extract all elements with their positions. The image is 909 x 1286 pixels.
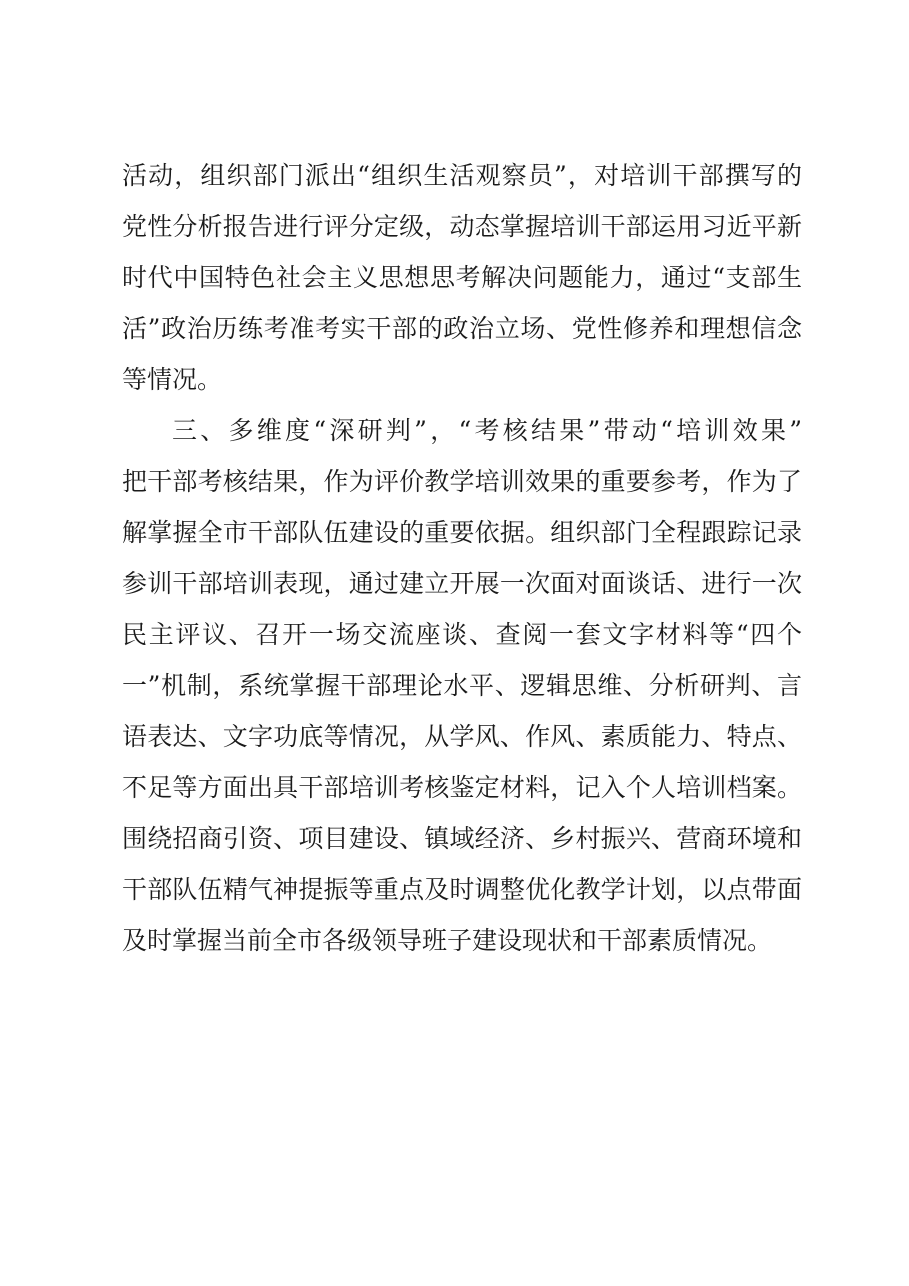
text-line: 语表达、文字功底等情况，从学风、作风、素质能力、特点、 — [122, 722, 802, 751]
text-line: 不足等方面出具干部培训考核鉴定材料，记入个人培训档案。 — [122, 773, 802, 802]
text-line: 一”机制，系统掌握干部理论水平、逻辑思维、分析研判、言 — [122, 671, 802, 700]
text-line: 及时掌握当前全市各级领导班子建设现状和干部素质情况。 — [122, 926, 773, 955]
text-line: 把干部考核结果，作为评价教学培训效果的重要参考，作为了 — [122, 467, 802, 496]
text-line: 活动，组织部门派出“组织生活观察员”，对培训干部撰写的 — [122, 161, 802, 190]
text-line: 解掌握全市干部队伍建设的重要依据。组织部门全程跟踪记录 — [122, 518, 802, 547]
body-text — [122, 150, 802, 966]
text-line: 民主评议、召开一场交流座谈、查阅一套文字材料等“四个 — [122, 620, 802, 649]
text-line: 围绕招商引资、项目建设、镇域经济、乡村振兴、营商环境和 — [122, 824, 802, 853]
text-line: 参训干部培训表现，通过建立开展一次面对面谈话、进行一次 — [122, 569, 802, 598]
text-line: 党性分析报告进行评分定级，动态掌握培训干部运用习近平新 — [122, 212, 802, 241]
text-line: 活”政治历练考准考实干部的政治立场、党性修养和理想信念 — [122, 314, 802, 343]
text-line: 等情况。 — [122, 365, 223, 394]
text-line: 时代中国特色社会主义思想思考解决问题能力，通过“支部生 — [122, 263, 802, 292]
section-heading: 三、多维度“深研判”，“考核结果”带动“培训效果” — [172, 416, 802, 445]
text-line: 干部队伍精气神提振等重点及时调整优化教学计划，以点带面 — [122, 875, 802, 904]
